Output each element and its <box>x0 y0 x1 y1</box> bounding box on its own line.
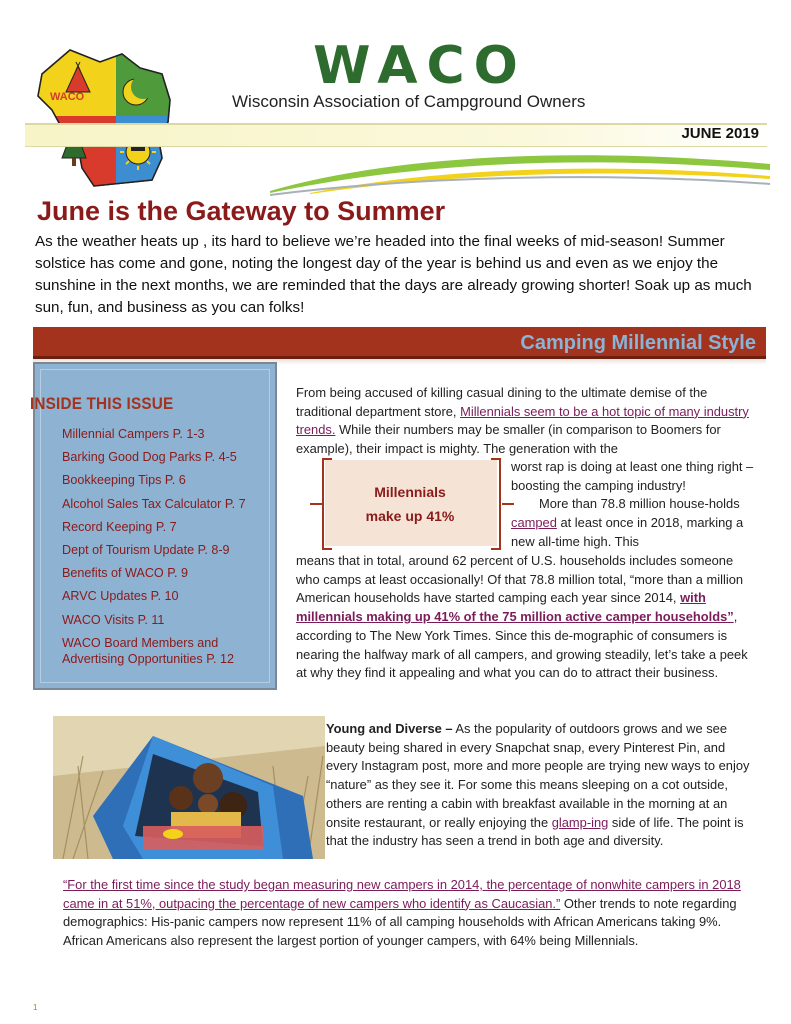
toc-item[interactable]: Record Keeping P. 7 <box>62 519 177 534</box>
pullquote-text <box>330 480 490 528</box>
article-paragraph-2-bottom <box>63 876 761 951</box>
section-header-bar <box>33 327 766 359</box>
swoosh-graphic <box>270 146 770 196</box>
article-paragraph-1-wrap <box>511 458 761 552</box>
toc-item[interactable]: Alcohol Sales Tax Calculator P. 7 <box>62 496 246 511</box>
newsletter-title: WACO <box>313 36 527 96</box>
section-title: Camping Millennial Style <box>520 332 756 354</box>
nonwhite-campers-link[interactable]: “For the first time since the study began measuring new campers in 2014, the percentage of nonwhite campers in 2018 came in at 51%, outpacing the percentage of new campers who identify as Caucasian.” <box>63 877 741 911</box>
wisconsin-map-logo <box>30 40 190 190</box>
toc-item[interactable]: ARVC Updates P. 10 <box>62 589 179 604</box>
date-band <box>25 123 767 147</box>
article-text: From being accused of killing casual dining to the ultimate demise of the traditional department store, <box>296 385 708 419</box>
article-text: at least once in 2018, marking a new all-time high. This <box>511 515 744 549</box>
pullquote-tick-left <box>310 503 322 505</box>
article-text: As the popularity of outdoors grows and we see beauty being shared in every Snapchat snap, every Pinterest Pin, and every Instagram post, more and more people are trying new ways to enjoy “nature” as they see it. For some this means sleeping on a cot outside, others are renting a cabin with breakfast available in the morning at an onsite restaurant, or really enjoying the <box>326 721 750 830</box>
millennials-households-link[interactable]: with millennials making up 41% of the 75 million active camper households” <box>296 590 734 625</box>
article-text: More than 78.8 million house-holds <box>539 496 740 512</box>
issue-date: JUNE 2019 <box>681 125 759 142</box>
toc-item[interactable]: Benefits of WACO P. 9 <box>62 566 188 581</box>
intro-paragraph: As the weather heats up , its hard to believe we’re headed into the final weeks of mid-season! Summer solstice has come and gone, noting the longest day of the year is behind us and even as we enjoy the sunshine in the next months, we are reminded that the days are already growing shorter! Soak up as much sun, fun, and business as you can folks! <box>35 233 752 316</box>
article-paragraph-1-bottom <box>296 552 758 683</box>
article-text: means that in total, around 62 percent of U.S. households includes someone who camps at least occasionally! Of that 78.8 million total, “more than a million American households have started camping each year since 2014, <box>296 553 744 606</box>
logo-label-text: WACO <box>50 91 85 103</box>
toc-item[interactable]: Millennial Campers P. 1-3 <box>62 427 205 441</box>
pullquote-line-1: Millennials <box>374 484 446 500</box>
article-paragraph-2-top <box>326 720 760 851</box>
subhead-young-and-diverse: Young and Diverse – <box>326 721 453 736</box>
toc-item[interactable]: Dept of Tourism Update P. 8-9 <box>62 542 230 557</box>
millennials-link[interactable]: Millennials seem to be a hot topic of many industry trends. <box>296 403 749 438</box>
toc-item[interactable]: WACO Board Members and Advertising Opportunities P. 12 <box>62 635 234 666</box>
inside-this-issue-heading: INSIDE THIS ISSUE <box>30 394 174 413</box>
headline: June is the Gateway to Summer <box>37 196 446 226</box>
page-number: 1 <box>33 1003 38 1012</box>
toc-item[interactable]: Bookkeeping Tips P. 6 <box>62 473 186 488</box>
article-paragraph-1-top <box>296 384 758 459</box>
article-text: side of life. The point is that the industry has seen a trend in both age and diversity. <box>326 814 744 849</box>
article-text: Other trends to note regarding demographics: His-panic campers now represent 11% of all camping households with African Americans taking 9%. African Americans also represent the largest portion of younger campers, with 64% being Millennials. <box>63 895 737 949</box>
pullquote-line-2: make up 41% <box>365 508 455 524</box>
toc-item[interactable]: WACO Visits P. 11 <box>62 612 165 627</box>
toc-item[interactable]: Barking Good Dog Parks P. 4-5 <box>62 450 237 465</box>
article-text: , according to The New York Times. Since this de-mographic of consumers is nearing the halfway mark of all campers, and growing steadily, let’s take a peek at why they find it appealing and what you can do to attract their business. <box>296 609 748 681</box>
article-text: worst rap is doing at least one thing right – boosting the camping industry! <box>511 459 754 493</box>
glamping-link[interactable]: glamp-ing <box>551 814 609 830</box>
article-text: While their numbers may be smaller (in comparison to Boomers for example), their impact is mighty. The generation with the <box>296 422 721 457</box>
pullquote-bracket-right <box>491 458 501 550</box>
organization-name: Wisconsin Association of Campground Owners <box>232 92 586 111</box>
table-of-contents <box>62 426 272 674</box>
family-in-tent-photo <box>53 716 325 859</box>
camped-link[interactable]: camped <box>511 515 557 531</box>
